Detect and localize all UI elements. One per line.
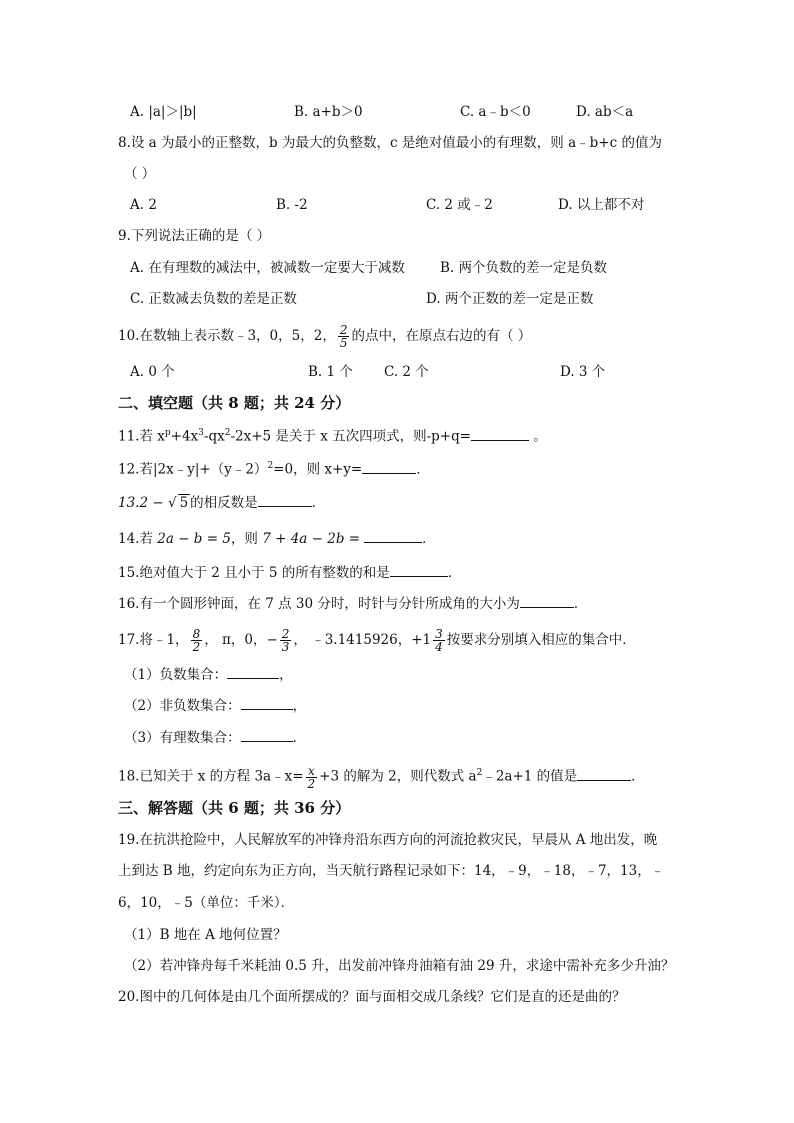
q7-option-b: B. a+b＞0 [294,104,363,120]
q17-fraction1-den: 2 [192,640,201,654]
q13-answer-blank[interactable] [258,492,312,507]
q17-sub3-tail: ． [292,730,307,746]
q12-line [118,456,430,480]
q17-fraction1-num: 8 [192,627,201,641]
q7-option-d: D. ab＜a [576,104,634,120]
q9-stem: 9.下列说法正确的是（ ） [118,228,271,244]
q10-fraction-den: 5 [339,336,348,350]
q18-fraction-num: x [306,765,318,778]
q7-option-a: A. |a|＞|b| [130,104,197,120]
q13-line [118,492,325,513]
q18-sup: 2 [476,768,483,778]
q16-answer-blank[interactable] [520,593,574,608]
q7-option-c: C. a﹣b＜0 [460,104,531,120]
q19-line3: 6，10，﹣5（单位：千米）． [118,895,295,911]
q17-fraction2 [280,628,292,653]
q9-option-d: D. 两个正数的差一定是正数 [426,291,594,307]
q14-tail: ． [422,531,436,547]
q8-stem-line1: 8.设 a 为最小的正整数，b 为最大的负整数，c 是绝对值最小的有理数，则 a﹣b+c 的值为 [118,135,662,151]
q17-sub1-label: （1）负数集合： [124,667,228,683]
q8-option-c: C. 2 或﹣2 [426,197,493,213]
q11-sup1: p [164,428,171,438]
q17-sub2-tail: ， [292,698,307,714]
q16-tail: ． [573,596,588,612]
q12-tail: ． [416,461,430,478]
q17-sub3-answer-blank[interactable] [241,727,293,742]
q17-sub2 [124,695,306,716]
q19-line1: 19.在抗洪抢险中，人民解放军的冲锋舟沿东西方向的河流抢救灾民，早晨从 A 地出发，晚 [118,832,658,848]
q17-fraction3-den: 4 [435,640,443,654]
q13-post: 的相反数是 [190,495,258,511]
q13-pre: 13.2 − [118,495,168,511]
q17-fraction3-num: 3 [435,627,443,641]
q14-pre: 14.若 [118,531,158,547]
q17-fraction3 [433,628,445,653]
q11-post: -2x+5 是关于 x 五次四项式，则-p+q= [230,428,472,445]
q10-option-d: D. 3 个 [560,364,606,380]
q10-fraction [338,324,350,349]
q13-tail: ． [311,495,326,511]
q11-sup2: 3 [198,428,204,438]
q16-text: 16.有一个圆形钟面，在 7 点 30 分时，时针与分针所成角的大小为 [118,596,520,612]
q8-option-b: B. -2 [276,197,308,213]
q10-option-b: B. 1 个 [308,364,353,380]
q15-answer-blank[interactable] [390,562,448,577]
q8-stem-line2: （ ） [124,166,156,182]
q14-equation2: 7 + 4a − 2b = [262,531,361,547]
q15-tail: ． [447,565,462,581]
q14-equation1: 2a − b = 5 [157,531,231,547]
q18-line [118,763,645,790]
q16-line [118,593,587,614]
q13-radical-sign: √ [167,495,177,511]
q18-tail: ． [631,768,645,785]
q14-mid: ，则 [230,531,263,547]
section-answer-title: 三、解答题（共 6 题；共 36 分） [118,799,351,817]
q18-fraction-den: 2 [307,776,316,791]
q11-line [118,423,547,447]
q17-fraction2-den: 3 [281,640,290,654]
q17-sub3 [124,727,306,748]
q18-fraction [306,765,318,790]
q18-post: +3 的解为 2，则代数式 a [319,768,477,785]
q18-pre: 18.已知关于 x 的方程 3a﹣x= [118,768,304,785]
q17-post: 按要求分别填入相应的集合中． [446,632,636,648]
q17-sub2-label: （2）非负数集合： [124,698,241,714]
q11-tail: 。 [529,428,547,445]
q12-answer-blank[interactable] [362,459,416,474]
q17-fraction2-num: 2 [281,627,290,641]
q13-radicand: 5 [179,495,189,511]
q17-sub2-answer-blank[interactable] [241,695,293,710]
q18-answer-blank[interactable] [577,766,631,781]
q17-fraction1 [191,628,203,653]
section-fill-in-title: 二、填空题（共 8 题；共 24 分） [118,394,351,412]
q17-sub1-tail: ， [279,667,293,683]
q17-sub3-label: （3）有理数集合： [124,730,241,746]
q11-sup3: 2 [224,428,231,438]
q20-text: 20.图中的几何体是由几个面所摆成的？面与面相交成几条线？它们是直的还是曲的？ [118,989,626,1005]
q8-option-a: A. 2 [130,197,157,213]
q10-stem [118,324,531,349]
q18-post2: ﹣2a+1 的值是 [482,768,578,785]
q10-option-c: C. 2 个 [384,364,429,380]
q12-sup: 2 [267,461,274,471]
q17-mid1: ， π，0，− [204,632,278,648]
q19-sub2: （2）若冲锋舟每千米耗油 0.5 升，出发前冲锋舟油箱有油 29 升，求途中需补充多少升油？ [124,958,675,974]
q19-sub1: （1）B 地在 A 地何位置？ [124,927,287,943]
q17-mid2: ， ﹣3.1415926，+1 [293,632,432,648]
q11-mid2: -qx [203,428,225,445]
q10-stem-post: 的点中，在原点右边的有（ ） [351,328,532,344]
q19-line2: 上到达 B 地，约定向东为正方向，当天航行路程记录如下：14，﹣9，﹣18，﹣7，13，﹣ [118,863,665,879]
q9-option-c: C. 正数减去负数的差是正数 [130,291,297,307]
q10-fraction-num: 2 [339,323,348,337]
q13-sqrt [168,495,190,511]
q12-post: =0，则 x+y= [273,461,363,478]
q11-mid: +4x [170,428,199,445]
q11-answer-blank[interactable] [471,426,529,441]
q17-sub1-answer-blank[interactable] [227,664,279,679]
q9-option-b: B. 两个负数的差一定是负数 [440,260,608,276]
q10-option-a: A. 0 个 [130,364,175,380]
q14-answer-blank[interactable] [364,528,422,543]
q17-line [118,628,636,653]
q14-line [118,528,436,549]
q12-pre: 12.若|2x﹣y|+（y﹣2） [118,461,268,478]
q15-line [118,562,461,583]
q9-option-a: A. 在有理数的减法中，被减数一定要大于减数 [130,260,405,276]
q10-stem-pre: 10.在数轴上表示数﹣3，0，5，2， [118,328,336,344]
q11-pre: 11.若 x [118,428,165,445]
q8-option-d: D. 以上都不对 [558,197,645,213]
q17-sub1 [124,664,293,685]
q15-text: 15.绝对值大于 2 且小于 5 的所有整数的和是 [118,565,390,581]
q17-pre: 17.将﹣1， [118,632,189,648]
